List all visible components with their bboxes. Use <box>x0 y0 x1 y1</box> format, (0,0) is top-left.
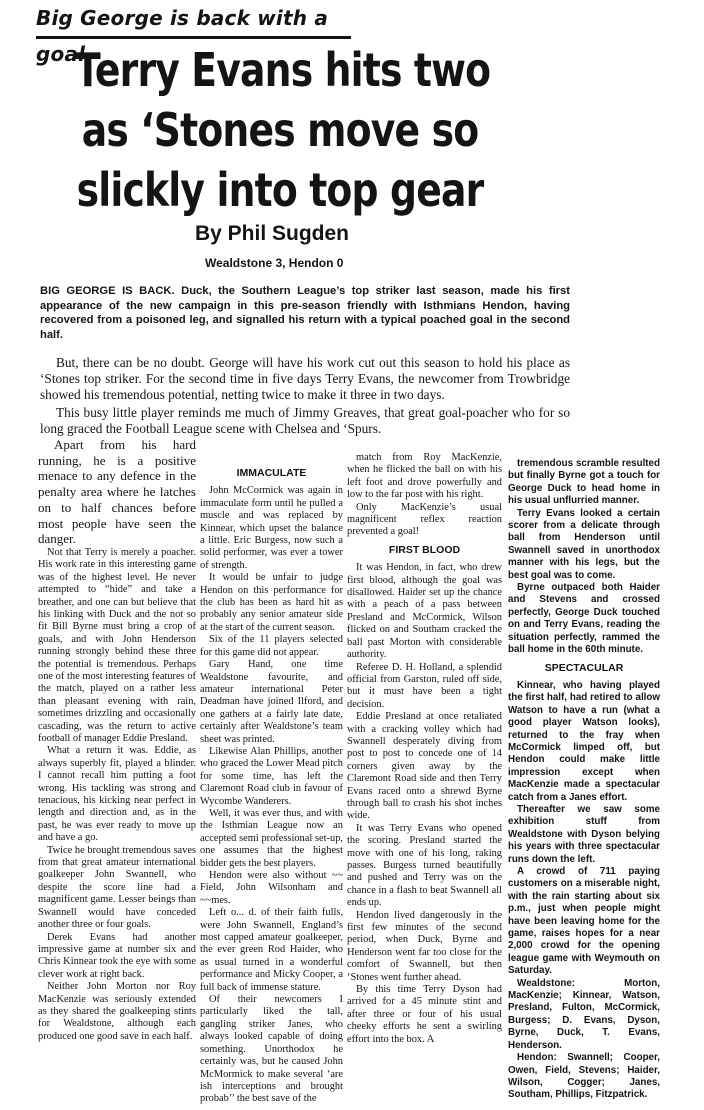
column-paragraph: Thereafter we saw some exhibition stuff from Wealdstone with Dyson belying his years with three spectacular runs down the left. <box>508 803 660 865</box>
column-2 <box>200 462 343 1105</box>
column-paragraph: Hendon lived dangerously in the first few minutes of the second period, when Duck, Byrne and Henderson went far too close for the comfort of Swannell, but then ‘Stones went further ahead. <box>347 909 502 983</box>
column-paragraph: Referee D. H. Holland, a splendid official from Garston, ruled off side, but it must have been a tight decision. <box>347 661 502 710</box>
column-paragraph: What a return it was. Eddie, as always superbly fit, played a blinder. I cannot recall him putting a foot wrong. His tackling was strong and tenacious, his kicking near perfect in length and direction and, as in the past, he was ever ready to move up and have a go. <box>38 745 196 844</box>
column-paragraph: match from Roy MacKenzie, when he flicked the ball on with his left foot and drove powerfully and low to the far post with his right. <box>347 452 502 501</box>
column-paragraph: Left o... d. of their faith fulls, were John Swannell, England’s most capped amateur goalkeeper, the ever green Rod Haider, who as usual turned in a wonderful performance and Micky Cooper, a full back of immense stature. <box>200 907 343 993</box>
column-paragraph: Likewise Alan Phillips, another who graced the Lower Mead pitch for some time, has left the Claremont Road club in favour of Wycombe Wanderers. <box>200 745 343 807</box>
column-paragraph: Well, it was ever thus, and with the Isthmian League now an accepted semi professional set-up, one assumes that the highest bidder gets the best players. <box>200 807 343 869</box>
column-paragraph: It was Terry Evans who opened the scoring. Presland started the move with one of his long, raking passes. Burgess turned beautifully and pushed and Terry was on the chance in a flash to beat Swannell all ends up. <box>347 822 502 909</box>
column-paragraph: Not that Terry is merely a poacher. His work rate in this interesting game was of the highest level. He never attempted to “hide” and take a breather, and one can but believe that his linking with Duck and the not so fit Bill Byrne must bring a crop of goals, and with John Henderson running strongly behind these three the potential is tremendous. Perhaps one of the most interesting features of the match, played on a rather less than pleasant evening with rain, sometimes drizzling and occasionally cascading, was the return to active football of manager Eddie Presland. <box>38 546 196 745</box>
match-score: Wealdstone 3, Hendon 0 <box>205 256 344 270</box>
column-paragraph: Twice he brought tremendous saves from that great amateur international goalkeeper John Swannell, who despite the score line had a magnificent game. Lesser beings than Swannell would have conceded another three or four goals. <box>38 844 196 931</box>
column-1 <box>38 437 196 1042</box>
headline-line-1: Terry Evans hits two <box>75 43 491 97</box>
column-paragraph: Eddie Presland at once retaliated with a cracking volley which had Swannell desperately diving from post to post to concede one of 14 corners given away by the Claremont Road side and then Terry Evans raced onto a shrewd Byrne through ball to crash his shot inches wide. <box>347 711 502 822</box>
column-paragraph: It was Hendon, in fact, who drew first blood, although the goal was disallowed. Haider set up the chance with a peach of a pass between Presland and McCormick, Wilson flicked on and Southam cracked the ball past Morton with considerable authority. <box>347 562 502 661</box>
column-paragraph: Gary Hand, one time Wealdstone favourite, and amateur international Peter Deadman have joined Ilford, and one gathers at a fairly late date, certainly after Wealdstone’s team sheet was printed. <box>200 659 343 745</box>
headline-line-3: slickly into top gear <box>76 163 484 217</box>
column-paragraph: By this time Terry Dyson had arrived for a 45 minute stint and after three or four of his usual cheeky efforts he sent a swirling effort into the box. A <box>347 984 502 1045</box>
intro-paragraph: BIG GEORGE IS BACK. Duck, the Southern League’s top striker last season, made his first appearance of the new campaign in this pre-season friendly with Isthmians Hendon, having recovered from a poisoned leg, and signalled his return with a typical poached goal in the second half. <box>40 285 570 341</box>
column-paragraph: Only MacKenzie’s usual magnificent reflex reaction prevented a goal! <box>347 501 502 538</box>
column-paragraph: Of their newcomers I particularly liked the tall, gangling striker Janes, who always looked capable of doing something. Unorthodox he certainly was, but he caused John McMormick to make several ‘are ish interceptions and brought probab’’ the best save of the <box>200 994 343 1105</box>
subheading-spectacular: SPECTACULAR <box>544 661 624 674</box>
column-paragraph: It would be unfair to judge Hendon on this performance for the club has been as hard hit as probably any senior amateur side at the start of the current season. <box>200 572 343 633</box>
lead-paragraph: This busy little player reminds me much of Jimmy Greaves, that great goal-poacher who for so long graced the Football League scene with Chelsea and ‘Spurs. <box>40 405 570 436</box>
column-4 <box>508 458 660 1101</box>
column-paragraph: Apart from his hard running, he is a positive menace to any defence in the penalty area where he latches on to half chances before most people have seen the danger. <box>38 437 196 547</box>
column-paragraph: Neither John Morton nor Roy MacKenzie was seriously extended as they shared the goalkeeping stints for Wealdstone, although each produced one good save in each half. <box>38 981 196 1042</box>
column-paragraph: Terry Evans looked a certain scorer from a delicate through ball from Henderson until Swannell saved in unorthodox manner with his legs, but the best goal was to come. <box>508 507 660 581</box>
column-paragraph: Byrne outpaced both Haider and Stevens and crossed perfectly, George Duck touched on and Terry Evans, reading the situation perfectly, rammed the ball home in the 60th minute. <box>508 582 660 656</box>
column-paragraph: Kinnear, who having played the first half, had retired to allow Watson to have a run (what a good player Watson looks), returned to the fray when McCormick limped off, but Hendon could make little impression except when MacKenzie made a spectacular catch from a Janes effort. <box>508 679 660 803</box>
team-line-wealdstone: Wealdstone: Morton, MacKenzie; Kinnear, Watson, Presland, Fulton, McCormick, Burgess; D. Evans, Dyson, Byrne, Duck, T. Evans, Henderson. <box>508 977 660 1051</box>
kicker: Big George is back with a goal <box>36 0 351 39</box>
subheading-first-blood: FIRST BLOOD <box>388 543 461 556</box>
column-paragraph: John McCormick was again in immaculate form until he pulled a muscle and was replaced by Kinnear, which upset the balance a little. Eric Burgess, now such a solid performer, was ever a tower of strength. <box>200 485 343 571</box>
team-line-hendon: Hendon: Swannell; Cooper, Owen, Field, Stevens; Haider, Wilson, Cogger; Janes, Southam, Phillips, Fitzpatrick. <box>508 1052 660 1101</box>
column-3 <box>347 452 502 1052</box>
byline: By Phil Sugden <box>195 222 350 245</box>
headline-line-2: as ‘Stones move so <box>81 103 479 157</box>
headline <box>75 40 491 220</box>
column-paragraph: Derek Evans had another impressive game at number six and Chris Kinnear took the eye with some clever work at right back. <box>38 931 196 980</box>
column-paragraph: Hendon were also without ~~ Field, John Wilsonham and ~~mes. <box>200 870 343 906</box>
column-paragraph: A crowd of 711 paying customers on a miserable night, with the rain starting about six p.m., just when people might have been leaving home for the game, raises hopes for a near 2,000 crowd for the opening league game with Weymouth on Saturday. <box>508 866 660 977</box>
column-paragraph: tremendous scramble resulted but finally Byrne got a touch for George Duck to head home in his usual unflurried manner. <box>508 458 660 507</box>
lead-paragraph: But, there can be no doubt. George will have his work cut out this season to hold his place as ‘Stones top striker. For the second time in five days Terry Evans, the newcomer from Trowbridge showed his tremendous potential, netting twice to make it three in two days. <box>40 355 570 402</box>
subheading-immaculate: IMMACULATE <box>236 467 307 479</box>
column-paragraph: Six of the 11 players selected for this game did not appear. <box>200 634 343 658</box>
